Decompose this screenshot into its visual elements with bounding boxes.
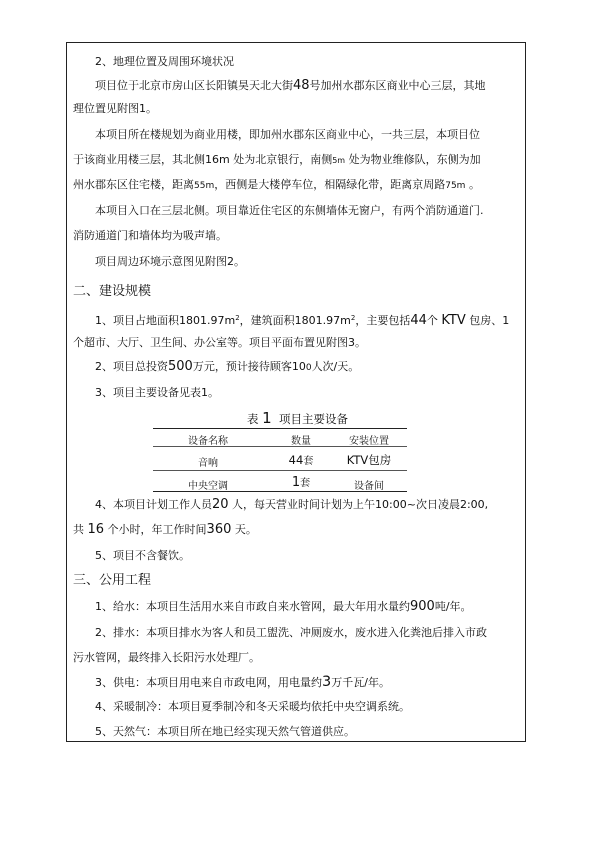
- superscript: 2: [235, 314, 240, 322]
- number-span: 10:00~: [375, 498, 416, 511]
- text-span: 2、项目总投资: [95, 360, 168, 373]
- text-span: ，西侧是大楼停车位，相隔绿化带，距离京周路: [214, 178, 446, 191]
- text-span: 4、本项目计划工作人员: [95, 498, 212, 511]
- number-span: 360: [206, 522, 232, 537]
- number-span: 1: [262, 409, 272, 427]
- number-span: 500: [168, 359, 193, 374]
- number-span: 75m: [445, 181, 466, 191]
- unit-span: 套: [300, 478, 311, 489]
- utilities-item-3: [95, 675, 390, 690]
- table-cell: KTV包房: [346, 453, 392, 467]
- table-header-cell: 数量: [291, 436, 311, 447]
- text-span: 州水郡东区住宅楼，距离: [73, 178, 194, 191]
- table-header-rule: [153, 446, 407, 447]
- text-span: 次日凌晨: [415, 498, 460, 511]
- building-paragraph-line: [73, 178, 480, 193]
- number-span: 48: [293, 78, 310, 93]
- text-span: 个: [426, 314, 442, 327]
- utilities-item-5: 5、天然气：本项目所在地已经实现天然气管道供应。: [95, 725, 355, 738]
- number-span: 1: [291, 475, 301, 490]
- number-span: 10: [291, 360, 306, 373]
- number-span: 44: [410, 313, 427, 328]
- text-span: 项目位于北京市房山区长阳镇昊天北大街: [95, 79, 293, 92]
- table-title: [247, 409, 348, 427]
- superscript: 2: [350, 314, 356, 322]
- text-span: ，建筑面积: [239, 314, 295, 327]
- text-span: 于该商业用楼三层，其北侧: [73, 153, 205, 166]
- table-header-cell: 安装位置: [349, 436, 389, 447]
- table-row-rule: [153, 470, 407, 471]
- text-span: 天。: [231, 523, 257, 536]
- table-bottom-rule: [153, 491, 407, 492]
- environment-paragraph-line: 项目周边环境示意图见附图2。: [95, 255, 245, 268]
- text-span: 1、项目占地面积: [95, 314, 179, 327]
- utilities-heading: 三、公用工程: [73, 573, 152, 588]
- text-span: 万千瓦/年。: [331, 676, 390, 689]
- location-paragraph-line: [95, 79, 486, 93]
- text-span: 处为北京银行，南侧: [229, 153, 333, 166]
- text-span: 包房、1: [465, 314, 510, 327]
- table-cell: 设备间: [354, 481, 384, 492]
- utilities-item-2-cont: 污水管网，最终排入长阳污水处理厂。: [73, 651, 260, 664]
- scale-item-1: [95, 311, 509, 328]
- location-title: 2、地理位置及周围环境状况: [95, 55, 234, 68]
- table-top-rule: [153, 428, 407, 429]
- scale-item-5: 5、项目不含餐饮。: [95, 549, 190, 562]
- number-span: 16: [87, 522, 105, 537]
- number-span: 900: [410, 599, 435, 614]
- text-span: 吨/年。: [434, 600, 472, 613]
- text-span: 1、给水：本项目生活用水来自市政自来水管网，最大年用水量约: [95, 600, 410, 613]
- table-cell: 音响: [198, 458, 218, 469]
- scale-item-2: [95, 360, 359, 375]
- number-span: KTV: [441, 313, 466, 328]
- scale-heading: 二、建设规模: [73, 284, 152, 299]
- number-span: 3: [322, 674, 332, 690]
- text-span: 。: [465, 178, 480, 191]
- number-span: 1801.97m: [294, 314, 351, 327]
- text-span: 处为物业维修队，东侧为加: [345, 153, 481, 166]
- table-cell: [292, 474, 310, 490]
- number-span: 16m: [205, 153, 230, 166]
- number-span: 2:00: [459, 498, 485, 511]
- table-cell: [289, 452, 314, 467]
- number-span: 1801.97m: [179, 314, 236, 327]
- utilities-item-4: 4、采暖制冷：本项目夏季制冷和冬天采暖均依托中央空调系统。: [95, 700, 410, 713]
- location-paragraph-line: 理位置见附图1。: [73, 102, 157, 115]
- text-span: 项目主要设备: [279, 412, 349, 426]
- scale-item-4-cont: [73, 523, 257, 537]
- utilities-item-1: [95, 600, 472, 614]
- number-span: 5m: [332, 156, 346, 165]
- text-span: 人，每天营业时间计划为上午: [228, 498, 376, 511]
- utilities-item-2: 2、排水：本项目排水为客人和员工盥洗、冲厕废水，废水进入化粪池后排入市政: [95, 626, 487, 639]
- number-span: 55m: [194, 181, 215, 191]
- text-span: 共: [73, 523, 88, 536]
- entrance-paragraph-line: 本项目入口在三层北侧。项目靠近住宅区的东侧墙体无窗户，有两个消防通道门.: [95, 204, 484, 217]
- text-span: 表: [247, 412, 259, 426]
- scale-item-3: 3、项目主要设备见表1。: [95, 386, 219, 399]
- table-header-cell: 设备名称: [188, 436, 228, 447]
- number-span: 44: [288, 453, 304, 467]
- text-span: 3、供电：本项目用电来自市政电网，用电量约: [95, 676, 322, 689]
- number-span: 0: [305, 363, 312, 373]
- building-paragraph-line: [73, 153, 481, 168]
- text-span: 万元，预计接待顾客: [192, 360, 292, 373]
- number-span: 20: [212, 497, 229, 512]
- entrance-paragraph-line: 消防通道门和墙体均为吸声墙。: [73, 229, 227, 242]
- text-span: ，主要包括: [355, 314, 411, 327]
- unit-span: 套: [303, 456, 314, 467]
- scale-item-1-cont: 个超市、大厅、卫生间、办公室等。项目平面布置见附图3。: [73, 336, 366, 349]
- text-span: 号加州水郡东区商业中心三层，其地: [309, 79, 486, 92]
- building-paragraph-line: 本项目所在楼规划为商业用楼，即加州水郡东区商业中心，一共三层，本项目位: [95, 128, 480, 141]
- scale-item-4: [95, 498, 488, 512]
- table-cell: 中央空调: [188, 481, 228, 492]
- text-span: 个小时，年工作时间: [104, 523, 207, 536]
- text-span: 人次/天。: [311, 360, 360, 373]
- text-span: ,: [484, 498, 489, 511]
